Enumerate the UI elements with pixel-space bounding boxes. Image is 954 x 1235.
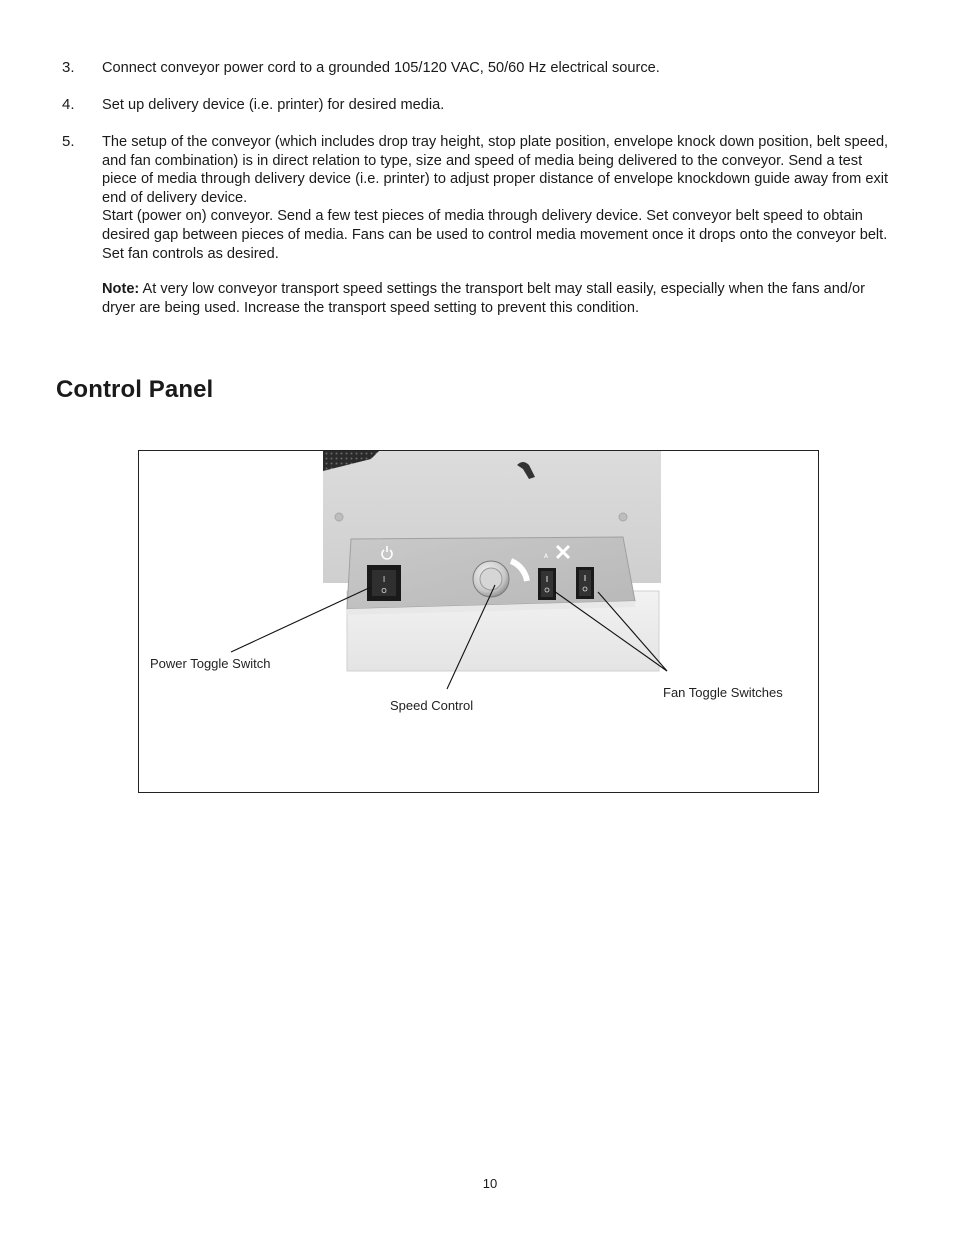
fan-toggle-switch-a[interactable] [538,568,556,600]
step-paragraph: Connect conveyor power cord to a grounded 105/120 VAC, 50/60 Hz electrical source. [102,60,660,76]
step-paragraph: Set up delivery device (i.e. printer) for desired media. [102,97,445,113]
step-text [102,59,897,78]
step-text [102,133,897,263]
step-paragraph: The setup of the conveyor (which includes drop tray height, stop plate position, envelope knock down position, belt speed, and fan combination) is in direct relation to type, size and speed of media being delivered to the conveyor. Send a test piece of media through delivery device (i.e. printer) to adjust proper distance of envelope knockdown guide away from exit end of delivery device. [102,134,889,206]
control-panel-figure [138,450,819,793]
control-box [347,537,659,671]
speed-callout-label: Speed Control [390,698,474,713]
section-title: Control Panel [56,376,214,403]
fan-callout-label: Fan Toggle Switches [663,685,783,700]
power-callout-label: Power Toggle Switch [150,656,271,671]
note-label: Note: [102,281,140,297]
control-panel-illustration [139,451,820,794]
fan-a-label: A [544,553,549,560]
step-number: 4. [62,96,75,113]
step-number: 5. [62,133,75,150]
step-text [102,96,897,115]
fan-toggle-switch-b[interactable] [576,567,594,599]
note-text: At very low conveyor transport speed settings the transport belt may stall easily, especially when the fans and/or dryer are being used. Increase the transport speed setting to prevent this condition. [102,281,866,316]
switch-on-glyph: I [382,575,386,584]
switch-off-glyph: O [381,587,387,595]
page-number: 10 [482,1176,498,1191]
step-paragraph: Start (power on) conveyor. Send a few test pieces of media through delivery device. Set conveyor belt speed to obtain desired gap between pieces of media. Fans can be used to control media movement once it drops onto the conveyor belt. Set fan controls as desired. [102,208,888,262]
step-number: 3. [62,59,75,76]
note [102,280,892,318]
